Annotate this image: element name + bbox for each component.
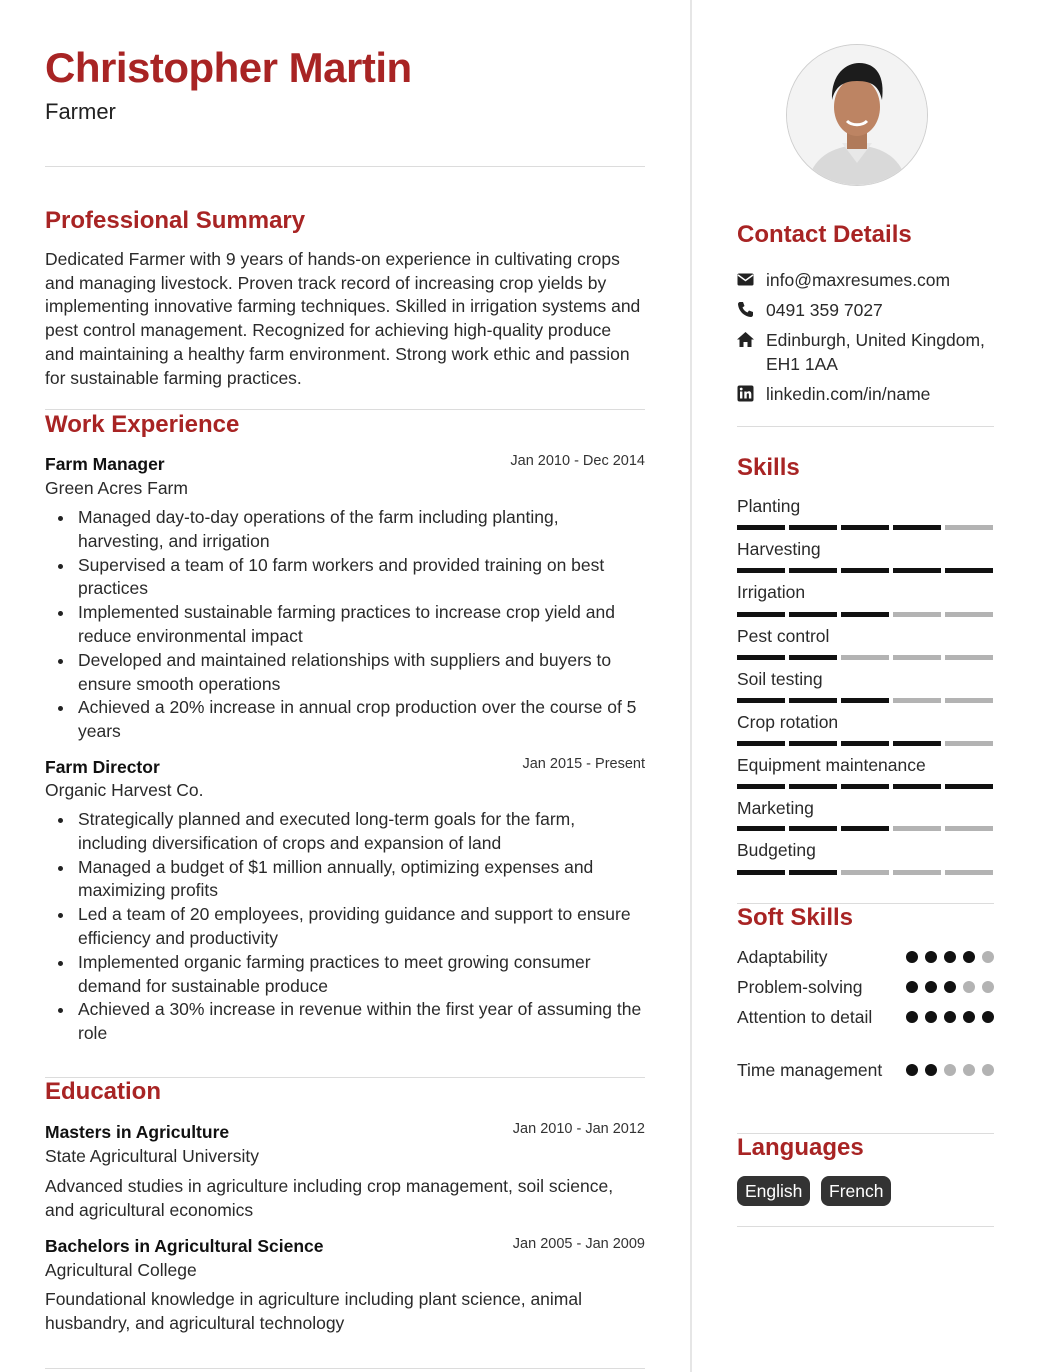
skill-bar-empty: [893, 612, 941, 617]
skill-level-bar: [737, 741, 993, 746]
skill-bar-filled: [841, 741, 889, 746]
skill-bar-filled: [737, 698, 785, 703]
skill-bar-filled: [841, 568, 889, 573]
skill-bar-filled: [945, 568, 993, 573]
skill-bar-empty: [945, 655, 993, 660]
soft-skill-label: Adaptability: [737, 947, 828, 967]
job-1-title: Farm Manager: [45, 454, 165, 474]
skill-bar-filled: [893, 741, 941, 746]
rating-dot-empty: [963, 1064, 975, 1076]
skill-bar-empty: [893, 870, 941, 875]
header-divider: [45, 166, 645, 167]
skill-level-bar: [737, 655, 993, 660]
skill-bar-filled: [893, 525, 941, 530]
rating-dot-filled: [963, 1011, 975, 1023]
skill-bar-filled: [789, 655, 837, 660]
skill-bar-empty: [841, 655, 889, 660]
skill-bar-empty: [945, 612, 993, 617]
edu-1-description: Advanced studies in agriculture including crop management, soil science, and agricultural economics: [45, 1176, 614, 1220]
skill-bar-empty: [945, 826, 993, 831]
soft-skills-heading: Soft Skills: [737, 904, 854, 931]
soft-skill-rating: [906, 1064, 996, 1076]
edu-1-degree: Masters in Agriculture: [45, 1122, 230, 1142]
candidate-name: Christopher Martin: [45, 44, 412, 91]
skill-label: Harvesting: [737, 539, 821, 559]
rating-dot-filled: [925, 1011, 937, 1023]
edu-2-date: Jan 2005 - Jan 2009: [512, 1236, 645, 1252]
soft-skill-rating: [906, 981, 996, 993]
skill-bar-filled: [789, 698, 837, 703]
soft-skill-rating: [906, 951, 996, 963]
skill-bar-empty: [841, 870, 889, 875]
edu-1-date: Jan 2010 - Jan 2012: [512, 1121, 645, 1137]
job-1-bullets: [45, 506, 645, 744]
skill-bar-filled: [737, 826, 785, 831]
language-chip: French: [821, 1176, 891, 1206]
rating-dot-filled: [906, 1064, 918, 1076]
summary-heading: Professional Summary: [45, 207, 306, 234]
skill-bar-empty: [893, 655, 941, 660]
skill-level-bar: [737, 568, 993, 573]
skill-bar-filled: [789, 525, 837, 530]
skill-level-bar: [737, 698, 993, 703]
skill-bar-filled: [789, 784, 837, 789]
skill-level-bar: [737, 784, 993, 789]
list-item: Implemented sustainable farming practices to increase crop yield and reduce environmental impact: [45, 601, 645, 649]
rating-dot-empty: [982, 981, 994, 993]
summary-text: Dedicated Farmer with 9 years of hands-on experience in cultivating crops and managing livestock. Proven track record of increasing crop yields by implementing innovative farming techniques. Skilled in irrigation systems and pest control management. Recognized for achieving high-quality produce and maintaining a healthy farm environment. Strong work ethic and passion for sustainable farming practices.: [45, 249, 641, 388]
rating-dot-filled: [944, 981, 956, 993]
list-item: Strategically planned and executed long-term goals for the farm, including diversification of crops and expansion of land: [45, 808, 645, 856]
skill-bar-empty: [945, 525, 993, 530]
skill-level-bar: [737, 870, 993, 875]
skill-bar-filled: [737, 568, 785, 573]
list-item: Led a team of 20 employees, providing guidance and support to ensure efficiency and productivity: [45, 903, 645, 951]
experience-heading: Work Experience: [45, 411, 240, 438]
linkedin-icon: [737, 385, 754, 402]
person-silhouette-icon: [787, 45, 927, 185]
skill-bar-filled: [841, 698, 889, 703]
list-item: Implemented organic farming practices to meet growing consumer demand for sustainable produce: [45, 951, 645, 999]
list-item: Achieved a 30% increase in revenue within the first year of assuming the role: [45, 998, 645, 1046]
list-item: Managed day-to-day operations of the farm including planting, harvesting, and irrigation: [45, 506, 645, 554]
edu-1-school: State Agricultural University: [45, 1146, 259, 1166]
skill-bar-empty: [945, 870, 993, 875]
list-item: Supervised a team of 10 farm workers and provided training on best practices: [45, 554, 645, 602]
skill-bar-filled: [789, 741, 837, 746]
job-2-title: Farm Director: [45, 757, 160, 777]
language-chip: English: [737, 1176, 810, 1206]
skill-bar-filled: [737, 612, 785, 617]
contact-phone: 0491 359 7027: [766, 300, 883, 320]
rating-dot-filled: [963, 951, 975, 963]
job-1-company: Green Acres Farm: [45, 478, 188, 498]
skill-label: Planting: [737, 496, 801, 516]
skill-label: Crop rotation: [737, 712, 839, 732]
skill-label: Budgeting: [737, 840, 816, 860]
skill-bar-filled: [893, 784, 941, 789]
rating-dot-empty: [982, 1064, 994, 1076]
skill-bar-filled: [789, 826, 837, 831]
skill-bar-empty: [893, 698, 941, 703]
skill-label: Irrigation: [737, 582, 806, 602]
column-divider: [690, 0, 692, 1372]
soft-skill-rating: [906, 1011, 996, 1023]
edu-2-description: Foundational knowledge in agriculture including plant science, animal husbandry, and agricultural technology: [45, 1289, 582, 1333]
rating-dot-filled: [925, 981, 937, 993]
skill-level-bar: [737, 826, 993, 831]
education-divider: [45, 1368, 645, 1369]
job-2-date: Jan 2015 - Present: [522, 756, 645, 772]
soft-skill-label: Attention to detail: [737, 1007, 873, 1027]
skill-bar-filled: [737, 655, 785, 660]
skill-label: Marketing: [737, 798, 814, 818]
education-heading: Education: [45, 1078, 162, 1105]
skill-bar-filled: [737, 741, 785, 746]
contact-address: Edinburgh, United Kingdom, EH1 1AA: [766, 330, 985, 374]
skill-bar-filled: [841, 612, 889, 617]
rating-dot-filled: [944, 951, 956, 963]
skill-level-bar: [737, 612, 993, 617]
contact-linkedin[interactable]: linkedin.com/in/name: [766, 384, 931, 404]
list-item: Achieved a 20% increase in annual crop production over the course of 5 years: [45, 696, 645, 744]
skill-bar-filled: [737, 525, 785, 530]
contact-divider: [737, 426, 994, 427]
skill-bar-filled: [789, 612, 837, 617]
profile-photo: [786, 44, 928, 186]
soft-skill-label: Time management: [737, 1060, 883, 1080]
skills-heading: Skills: [737, 454, 800, 481]
job-2-bullets: [45, 808, 645, 1046]
skill-label: Equipment maintenance: [737, 755, 926, 775]
rating-dot-filled: [982, 1011, 994, 1023]
home-icon: [737, 331, 754, 348]
skill-bar-filled: [789, 568, 837, 573]
list-item: Developed and maintained relationships with suppliers and buyers to ensure smooth operations: [45, 649, 645, 697]
rating-dot-filled: [925, 951, 937, 963]
skill-bar-filled: [945, 784, 993, 789]
skill-bar-filled: [789, 870, 837, 875]
rating-dot-filled: [925, 1064, 937, 1076]
skill-bar-filled: [841, 784, 889, 789]
contact-email: info@maxresumes.com: [766, 270, 951, 290]
skill-bar-empty: [893, 826, 941, 831]
skill-bar-filled: [737, 870, 785, 875]
rating-dot-empty: [982, 951, 994, 963]
job-1-date: Jan 2010 - Dec 2014: [510, 453, 645, 469]
skill-bar-filled: [841, 826, 889, 831]
rating-dot-filled: [906, 1011, 918, 1023]
phone-icon: [737, 301, 754, 318]
rating-dot-filled: [944, 1011, 956, 1023]
skill-bar-empty: [945, 741, 993, 746]
soft-skill-label: Problem-solving: [737, 977, 863, 997]
skill-level-bar: [737, 525, 993, 530]
languages-heading: Languages: [737, 1134, 864, 1161]
job-title: Farmer: [45, 99, 116, 124]
skill-bar-filled: [841, 525, 889, 530]
rating-dot-empty: [963, 981, 975, 993]
rating-dot-empty: [944, 1064, 956, 1076]
contact-heading: Contact Details: [737, 221, 912, 248]
rating-dot-filled: [906, 981, 918, 993]
edu-2-school: Agricultural College: [45, 1260, 197, 1280]
list-item: Managed a budget of $1 million annually, optimizing expenses and maximizing profits: [45, 856, 645, 904]
skill-bar-filled: [893, 568, 941, 573]
edu-2-degree: Bachelors in Agricultural Science: [45, 1236, 324, 1256]
summary-divider: [45, 409, 645, 410]
envelope-icon: [737, 271, 754, 288]
languages-divider: [737, 1226, 994, 1227]
skill-label: Soil testing: [737, 669, 823, 689]
rating-dot-filled: [906, 951, 918, 963]
skill-bar-empty: [945, 698, 993, 703]
skill-label: Pest control: [737, 626, 830, 646]
job-2-company: Organic Harvest Co.: [45, 780, 204, 800]
skill-bar-filled: [737, 784, 785, 789]
